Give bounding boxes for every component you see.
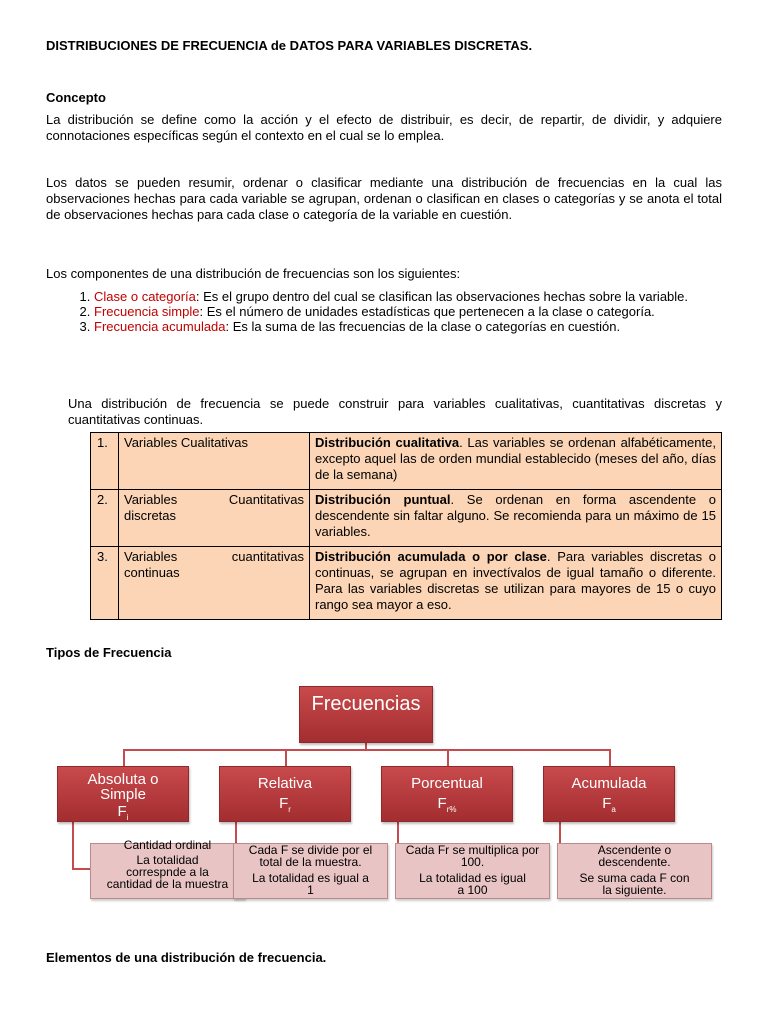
components-list [72, 289, 746, 334]
diagram-node-acumulada [543, 766, 675, 822]
table-cell-variable [119, 547, 310, 620]
variable-label: cuantitativas [231, 549, 304, 564]
detail-line: Cantidad ordinal [123, 838, 212, 852]
table-cell-variable [119, 433, 310, 490]
paragraph-datos: Los datos se pueden resumir, ordenar o clasificar mediante una distribución de frecuencias en la cual las observaciones hechas para cada variable se agrupan, ordenan o clasifican en clases o categorías y se anota el total de observaciones hechas para cada clase o categoría de la variable en cuestión. [46, 175, 722, 222]
table-cell-number: 3. [91, 547, 119, 620]
description-text: . Las variables se ordenan alfabéticamente, excepto aquel las de orden mundial establecido (meses del año, días de la semana) [315, 435, 716, 482]
diagram-detail-absoluta [90, 838, 245, 899]
component-term: Clase o categoría [94, 289, 196, 304]
variable-label: Variables Cualitativas [124, 435, 249, 450]
table-row [91, 433, 722, 490]
node-label: Absoluta o Simple [87, 771, 159, 803]
description-bold: Distribución puntual [315, 492, 451, 507]
detail-line: La totalidad correspnde a la cantidad de la muestra [106, 853, 229, 891]
diagram-detail-relativa [233, 843, 388, 899]
heading-tipos: Tipos de Frecuencia [46, 645, 172, 660]
diagram-detail-porcentual [395, 843, 550, 899]
description-text: . Se ordenan en forma ascendente o descendente sin faltar alguno. Se recomienda para un máximo de 15 variables. [315, 492, 716, 539]
node-label: Porcentual [411, 775, 483, 792]
connector-line [72, 868, 92, 870]
diagram-root-label: Frecuencias [311, 693, 421, 715]
table-cell-description [310, 433, 722, 490]
description-bold: Distribución acumulada o por clase [315, 549, 547, 564]
table-cell-number: 2. [91, 490, 119, 547]
component-desc: : Es el número de unidades estadísticas que pertenecen a la clase o categoría. [199, 304, 655, 319]
diagram-node-porcentual [381, 766, 513, 822]
heading-elementos: Elementos de una distribución de frecuencia. [46, 950, 327, 965]
list-item [94, 319, 746, 334]
diagram-root-node [299, 686, 433, 743]
component-term: Frecuencia acumulada [94, 319, 226, 334]
heading-concepto: Concepto [46, 90, 106, 105]
node-symbol: $F_i$ [117, 803, 129, 822]
variable-label: Variables [124, 492, 178, 507]
connector-line [123, 749, 125, 766]
list-item [94, 304, 746, 319]
connector-line [609, 749, 611, 766]
distribution-types-table [90, 432, 722, 620]
connector-line [447, 749, 449, 766]
table-row [91, 490, 722, 547]
detail-line: Ascendente o descendente. [597, 843, 672, 869]
detail-line: Se suma cada F con la siguiente. [579, 871, 690, 897]
diagram-node-relativa [219, 766, 351, 822]
node-label: Relativa [257, 775, 313, 792]
component-desc: : Es la suma de las frecuencias de la clase o categorías en cuestión. [225, 319, 621, 334]
diagram-node-absoluta [57, 766, 189, 822]
node-symbol: $F_{r\%}$ [437, 795, 457, 814]
detail-line: La totalidad es igual a 100 [419, 871, 526, 897]
table-cell-description [310, 490, 722, 547]
detail-line: Cada F se divide por el total de la muestra. [248, 843, 373, 869]
connector-line [123, 749, 611, 751]
document-title: DISTRIBUCIONES DE FRECUENCIA de DATOS PARA VARIABLES DISCRETAS. [46, 38, 533, 53]
connector-line [285, 749, 287, 766]
description-text: . Para variables discretas o continuas, se agrupan en invectívalos de igual tamaño o diferente. Para las variables discretas se utilizan para mayores de 15 o cuyo rango sea mayor a eso. [315, 549, 716, 612]
variable-label: discretas [124, 508, 177, 523]
node-label: Acumulada [571, 775, 647, 792]
variable-label: Cuantitativas [228, 492, 304, 507]
paragraph-intro-table: Una distribución de frecuencia se puede construir para variables cualitativas, cuantitativas discretas y cuantitativas continuas. [68, 396, 722, 427]
connector-line [72, 822, 74, 870]
table-cell-number: 1. [91, 433, 119, 490]
node-symbol: $F_a$ [602, 795, 616, 814]
variable-label: continuas [124, 565, 180, 580]
variable-label: Variables [124, 549, 178, 564]
table-cell-description [310, 547, 722, 620]
description-bold: Distribución cualitativa [315, 435, 460, 450]
node-symbol: $F_r$ [279, 795, 291, 814]
diagram-detail-acumulada [557, 843, 712, 899]
component-desc: : Es el grupo dentro del cual se clasifican las observaciones hechas sobre la variable. [195, 289, 689, 304]
paragraph-distribucion: La distribución se define como la acción y el efecto de distribuir, es decir, de repartir, de dividir, y adquiere connotaciones específicas según el contexto en el cual se lo emplea. [46, 112, 722, 143]
table-cell-variable [119, 490, 310, 547]
detail-line: La totalidad es igual a 1 [252, 871, 369, 897]
list-item [94, 289, 746, 304]
component-term: Frecuencia simple [94, 304, 200, 319]
detail-line: Cada Fr se multiplica por 100. [405, 843, 540, 869]
table-row [91, 547, 722, 620]
paragraph-componentes: Los componentes de una distribución de frecuencias son los siguientes: [46, 266, 461, 281]
